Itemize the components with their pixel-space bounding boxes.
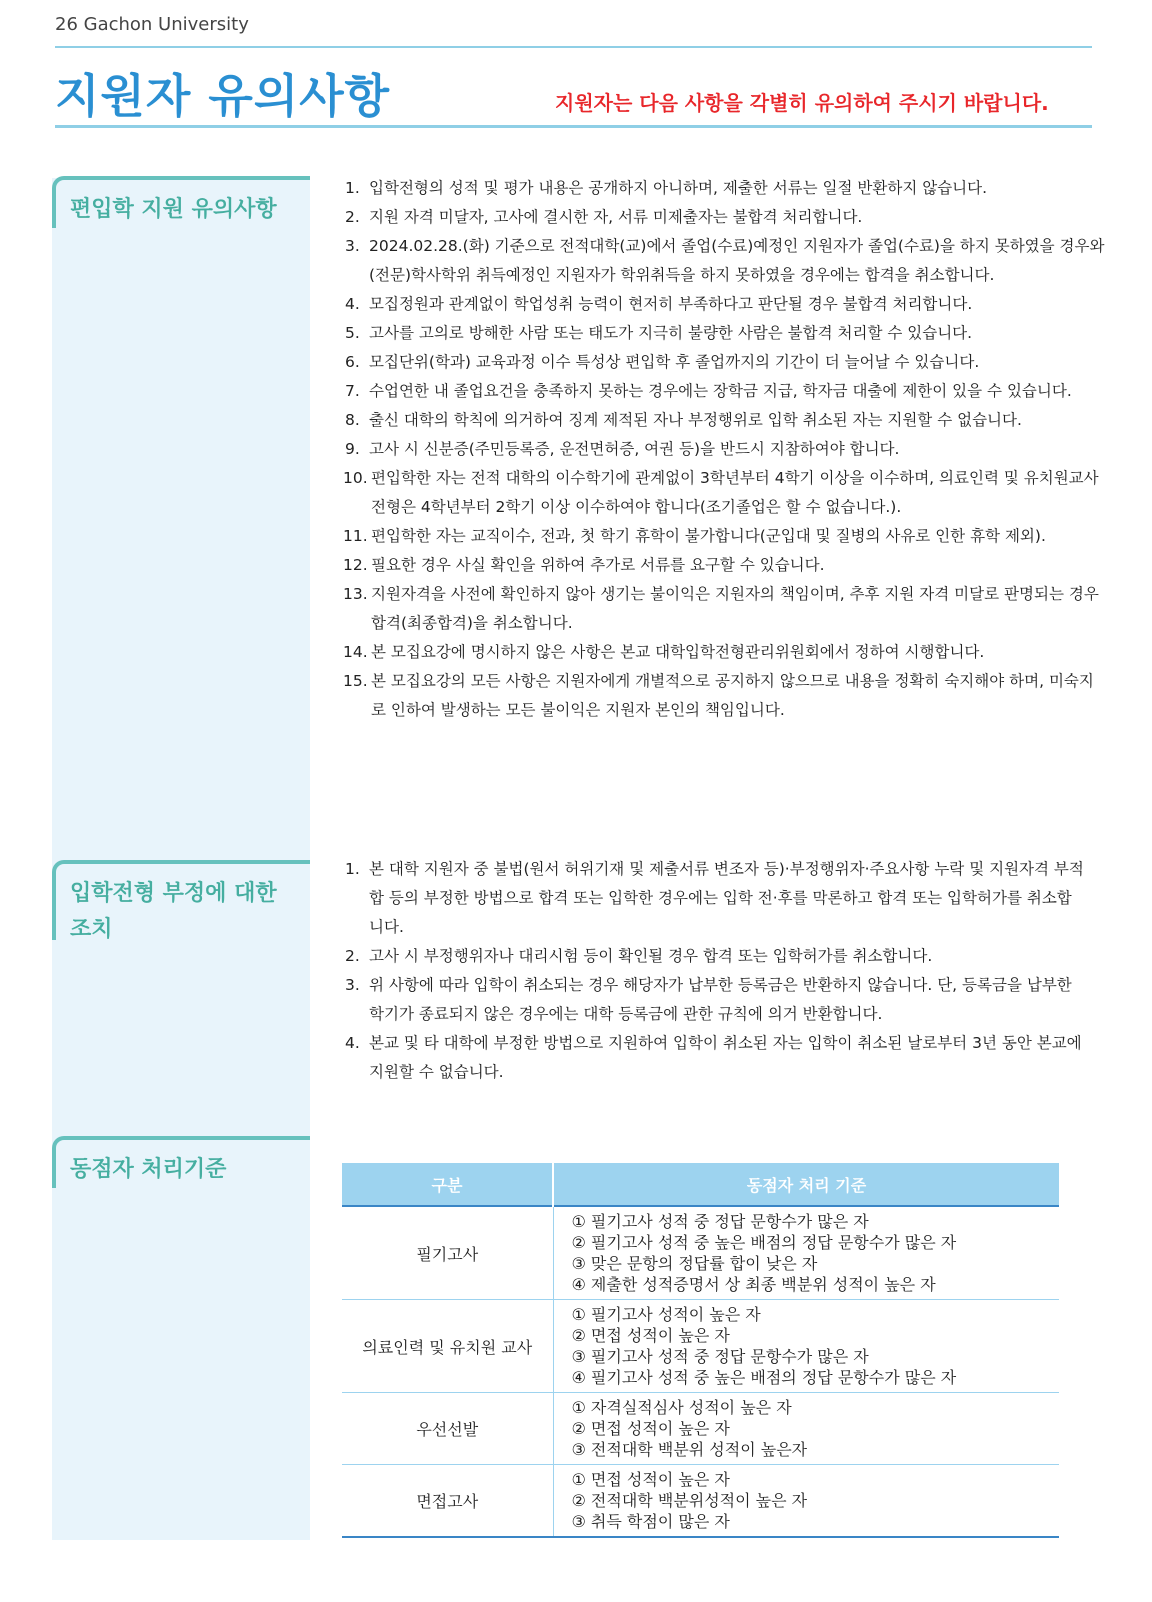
list-item	[345, 348, 1105, 377]
list-item-text: 입학전형의 성적 및 평가 내용은 공개하지 아니하며, 제출한 서류는 일절 반환하지 않습니다.	[369, 179, 988, 197]
list-item	[345, 580, 1105, 638]
criteria-line: ② 면접 성적이 높은 자	[571, 1326, 730, 1345]
section-heading-text: 편입학 지원 유의사항	[70, 197, 277, 222]
section-heading-text-line1: 입학전형 부정에 대한	[70, 881, 277, 906]
list-item	[345, 174, 1105, 203]
criteria-line: ③ 필기고사 성적 중 정답 문항수가 많은 자	[571, 1347, 869, 1366]
category-cell: 면접고사	[342, 1465, 553, 1538]
list-item-number: 4.	[345, 1034, 360, 1052]
list-item-text: 본 모집요강의 모든 사항은 지원자에게 개별적으로 공지하지 않으므로 내용을 정확히 숙지해야 하며, 미숙지로 인하여 발생하는 모든 불이익은 지원자 본인의 책임입니다.	[371, 672, 1094, 719]
list-item-text: 모집정원과 관계없이 학업성취 능력이 현저히 부족하다고 판단될 경우 불합격 처리합니다.	[369, 295, 973, 313]
list-item-number: 13.	[343, 585, 368, 603]
list-item-text: 출신 대학의 학칙에 의거하여 징계 제적된 자나 부정행위로 입학 취소된 자는 지원할 수 없습니다.	[369, 411, 1022, 429]
list-item-number: 3.	[345, 976, 360, 994]
page-subtitle: 지원자는 다음 사항을 각별히 유의하여 주시기 바랍니다.	[555, 91, 1049, 115]
list-item-number: 8.	[345, 411, 360, 429]
criteria-line: ③ 맞은 문항의 정답률 합이 낮은 자	[571, 1254, 818, 1273]
list-item-text: 지원 자격 미달자, 고사에 결시한 자, 서류 미제출자는 불합격 처리합니다.	[369, 208, 863, 226]
list-item-number: 1.	[345, 860, 360, 878]
table-row	[342, 1300, 1059, 1393]
criteria-line: ① 필기고사 성적 중 정답 문항수가 많은 자	[571, 1212, 869, 1231]
list-item	[345, 377, 1105, 406]
list-item-text: 본 대학 지원자 중 불법(원서 허위기재 및 제출서류 변조자 등)·부정행위자·주요사항 누락 및 지원자격 부적합 등의 부정한 방법으로 합격 또는 입학한 경우에는 입학 전·후를 막론하고 합격 또는 입학허가를 취소합니다.	[369, 860, 1084, 936]
criteria-line: ③ 취득 학점이 많은 자	[571, 1512, 730, 1531]
section-heading-text-line2: 조치	[70, 917, 113, 942]
section-sidebar	[52, 178, 310, 1540]
criteria-line: ② 면접 성적이 높은 자	[571, 1419, 730, 1438]
list-item-number: 2.	[345, 208, 360, 226]
transfer-notes	[345, 174, 1105, 725]
section-heading-text: 동점자 처리기준	[70, 1157, 227, 1182]
criteria-line: ④ 제출한 성적증명서 상 최종 백분위 성적이 높은 자	[571, 1275, 936, 1294]
list-item-text: 본교 및 타 대학에 부정한 방법으로 지원하여 입학이 취소된 자는 입학이 취소된 날로부터 3년 동안 본교에 지원할 수 없습니다.	[369, 1034, 1082, 1081]
list-item-number: 5.	[345, 324, 360, 342]
list-item-text: 고사 시 신분증(주민등록증, 운전면허증, 여권 등)을 반드시 지참하여야 합니다.	[369, 440, 900, 458]
list-item	[345, 971, 1085, 1029]
category-cell: 필기고사	[342, 1206, 553, 1300]
list-item	[345, 203, 1105, 232]
criteria-cell	[553, 1206, 1059, 1300]
list-item-number: 11.	[343, 527, 368, 545]
list-item	[345, 464, 1105, 522]
list-item	[345, 290, 1105, 319]
list-item	[345, 319, 1105, 348]
list-item-text: 편입학한 자는 전적 대학의 이수학기에 관계없이 3학년부터 4학기 이상을 이수하며, 의료인력 및 유치원교사 전형은 4학년부터 2학기 이상 이수하여야 합니다(조기졸업은 할 수 없습니다.).	[371, 469, 1099, 516]
list-item-text: 본 모집요강에 명시하지 않은 사항은 본교 대학입학전형관리위원회에서 정하여 시행합니다.	[371, 643, 985, 661]
list-item	[345, 638, 1105, 667]
section-heading-tie	[52, 1136, 310, 1188]
list-item-number: 15.	[343, 672, 368, 690]
page-label: 26 Gachon University	[55, 14, 249, 35]
table-row	[342, 1206, 1059, 1300]
list-item-text: 위 사항에 따라 입학이 취소되는 경우 해당자가 납부한 등록금은 반환하지 않습니다. 단, 등록금을 납부한 학기가 종료되지 않은 경우에는 대학 등록금에 관한 규칙에 의거 반환합니다.	[369, 976, 1072, 1023]
list-item	[345, 232, 1105, 290]
criteria-line: ② 필기고사 성적 중 높은 배점의 정답 문항수가 많은 자	[571, 1233, 957, 1252]
list-item-number: 3.	[345, 237, 360, 255]
tie-breaker-table	[342, 1163, 1059, 1538]
criteria-line: ① 필기고사 성적이 높은 자	[571, 1305, 761, 1324]
category-cell: 의료인력 및 유치원 교사	[342, 1300, 553, 1393]
list-item-text: 편입학한 자는 교직이수, 전과, 첫 학기 휴학이 불가합니다(군입대 및 질병의 사유로 인한 휴학 제외).	[371, 527, 1046, 545]
criteria-line: ② 전적대학 백분위성적이 높은 자	[571, 1491, 808, 1510]
list-item-number: 10.	[343, 469, 368, 487]
criteria-cell	[553, 1300, 1059, 1393]
list-item-number: 9.	[345, 440, 360, 458]
page-title: 지원자 유의사항	[55, 69, 391, 123]
criteria-cell	[553, 1393, 1059, 1465]
list-item	[345, 551, 1105, 580]
section-heading-fraud	[52, 860, 310, 940]
fraud-notes	[345, 855, 1085, 1087]
category-cell: 우선선발	[342, 1393, 553, 1465]
table-row	[342, 1465, 1059, 1538]
list-item-number: 14.	[343, 643, 368, 661]
criteria-line: ④ 필기고사 성적 중 높은 배점의 정답 문항수가 많은 자	[571, 1368, 957, 1387]
list-item	[345, 855, 1085, 942]
criteria-cell	[553, 1465, 1059, 1538]
list-item-text: 고사를 고의로 방해한 사람 또는 태도가 지극히 불량한 사람은 불합격 처리할 수 있습니다.	[369, 324, 973, 342]
list-item	[345, 406, 1105, 435]
list-item	[345, 667, 1105, 725]
list-item	[345, 942, 1085, 971]
title-divider	[55, 125, 1092, 128]
list-item-text: 2024.02.28.(화) 기준으로 전적대학(교)에서 졸업(수료)예정인 지원자가 졸업(수료)을 하지 못하였을 경우와 (전문)학사학위 취득예정인 지원자가 학위취득을 하지 못하였을 경우에는 합격을 취소합니다.	[369, 237, 1105, 284]
list-item-number: 6.	[345, 353, 360, 371]
header-divider	[55, 46, 1092, 48]
list-item-text: 필요한 경우 사실 확인을 위하여 추가로 서류를 요구할 수 있습니다.	[371, 556, 825, 574]
criteria-line: ① 자격실적심사 성적이 높은 자	[571, 1398, 792, 1417]
criteria-line: ① 면접 성적이 높은 자	[571, 1470, 730, 1489]
section-heading-transfer	[52, 176, 310, 228]
criteria-line: ③ 전적대학 백분위 성적이 높은자	[571, 1440, 808, 1459]
list-item	[345, 435, 1105, 464]
list-item-text: 수업연한 내 졸업요건을 충족하지 못하는 경우에는 장학금 지급, 학자금 대출에 제한이 있을 수 있습니다.	[369, 382, 1072, 400]
table-header-criteria: 동점자 처리 기준	[553, 1163, 1059, 1206]
list-item-number: 2.	[345, 947, 360, 965]
list-item-text: 고사 시 부정행위자나 대리시험 등이 확인될 경우 합격 또는 입학허가를 취소합니다.	[369, 947, 933, 965]
list-item-text: 지원자격을 사전에 확인하지 않아 생기는 불이익은 지원자의 책임이며, 추후 지원 자격 미달로 판명되는 경우 합격(최종합격)을 취소합니다.	[371, 585, 1099, 632]
list-item-number: 1.	[345, 179, 360, 197]
table-row	[342, 1393, 1059, 1465]
list-item	[345, 1029, 1085, 1087]
list-item-number: 7.	[345, 382, 360, 400]
list-item-text: 모집단위(학과) 교육과정 이수 특성상 편입학 후 졸업까지의 기간이 더 늘어날 수 있습니다.	[369, 353, 980, 371]
table-header-category: 구분	[342, 1163, 553, 1206]
list-item	[345, 522, 1105, 551]
list-item-number: 4.	[345, 295, 360, 313]
list-item-number: 12.	[343, 556, 368, 574]
